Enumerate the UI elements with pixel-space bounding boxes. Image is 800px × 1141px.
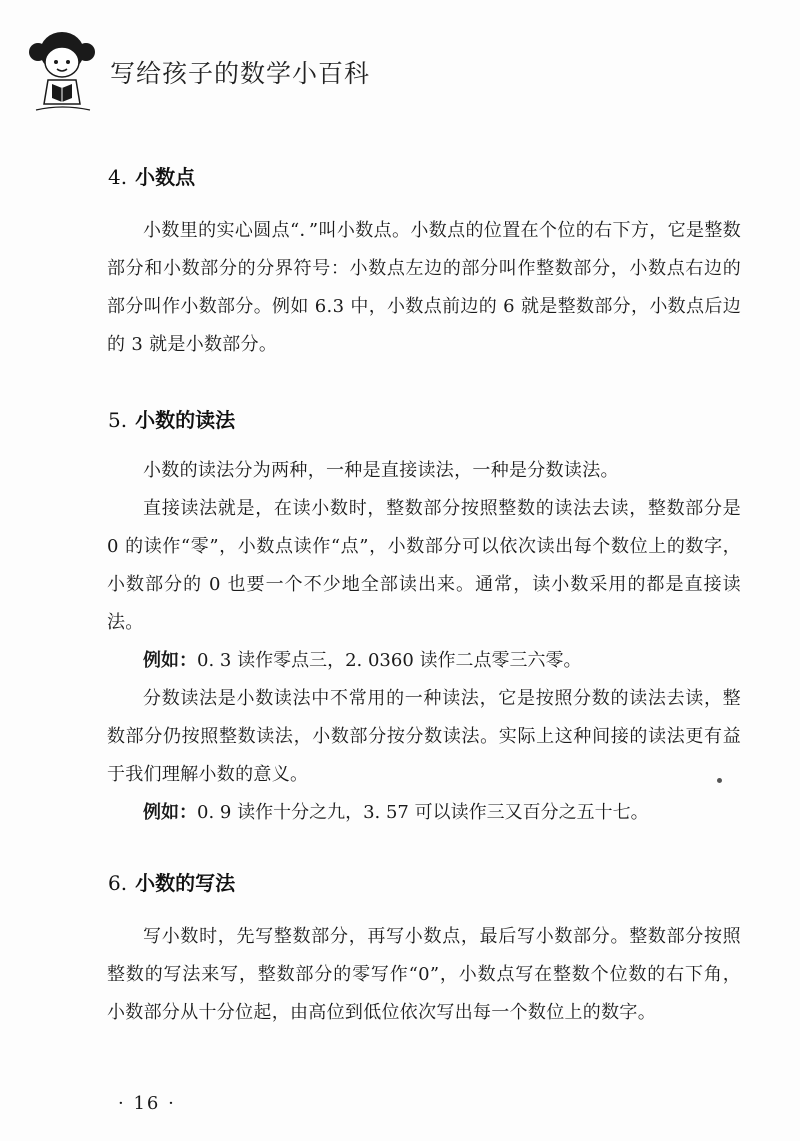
paragraph: 写小数时，先写整数部分，再写小数点，最后写小数部分。整数部分按照整数的写法来写，整数部分的零写作“0”，小数点写在整数个位数的右下角，小数部分从十分位起，由高位到低位依次写出每一个数位上的数字。	[107, 926, 741, 1023]
paragraph: 分数读法是小数读法中不常用的一种读法，它是按照分数的读法去读，整数部分仍按照整数读法，小数部分按分数读法。实际上这种间接的读法更有益于我们理解小数的意义。	[107, 688, 741, 785]
ink-speck	[717, 778, 722, 783]
section-heading	[108, 404, 235, 433]
example-line	[143, 642, 582, 680]
example-text: 0. 3 读作零点三，2. 0360 读作二点零三六零。	[197, 650, 582, 671]
page-number: · 16 ·	[118, 1093, 176, 1114]
example-text: 0. 9 读作十分之九，3. 57 可以读作三又百分之五十七。	[197, 802, 649, 823]
girl-reading-icon	[28, 22, 108, 114]
section-number: 4.	[108, 165, 128, 189]
section-number: 5.	[108, 408, 128, 432]
paragraph: 小数里的实心圆点“．”叫小数点。小数点的位置在个位的右下方，它是整数部分和小数部分的分界符号：小数点左边的部分叫作整数部分，小数点右边的部分叫作小数部分。例如 6.3 中，小数点前边的 6 就是整数部分，小数点后边的 3 就是小数部分。	[107, 220, 741, 355]
book-title: 写给孩子的数学小百科	[110, 59, 371, 88]
example-line	[143, 794, 649, 832]
section-number: 6.	[108, 871, 128, 895]
paragraph: 小数的读法分为两种，一种是直接读法，一种是分数读法。	[143, 460, 619, 481]
paragraph: 直接读法就是，在读小数时，整数部分按照整数的读法去读，整数部分是 0 的读作“零”，小数点读作“点”，小数部分可以依次读出每个数位上的数字，小数部分的 0 也要一个不少地全部读出来。通常，读小数采用的都是直接读法。	[107, 498, 741, 633]
section-title: 小数的读法	[135, 408, 236, 432]
section-heading	[108, 867, 235, 896]
example-label: 例如：	[143, 802, 197, 823]
example-label: 例如：	[143, 650, 197, 671]
section-title: 小数的写法	[135, 871, 236, 895]
page-header	[28, 22, 388, 114]
section-title: 小数点	[135, 165, 196, 189]
section-heading	[108, 161, 195, 190]
